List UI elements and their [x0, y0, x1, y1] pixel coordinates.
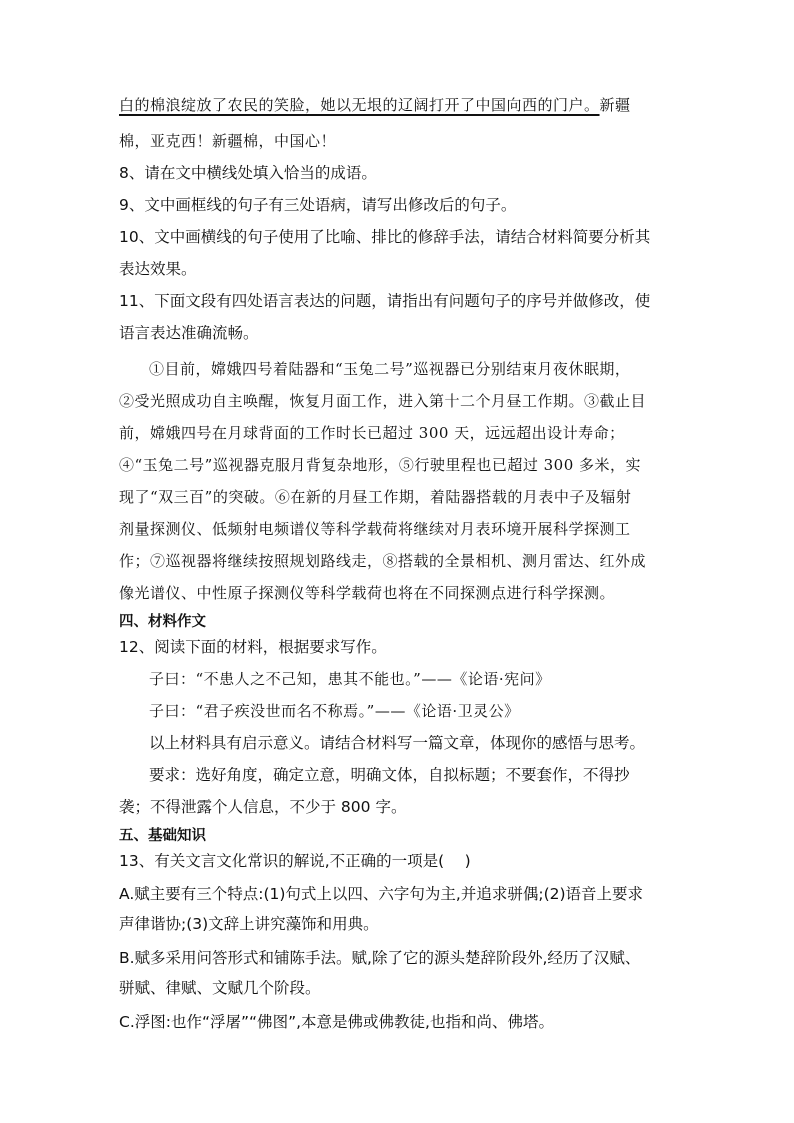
option-b-line-2: 骈赋、律赋、文赋几个阶段。 — [119, 979, 321, 997]
underlined-sentence: 白的棉浪绽放了农民的笑脸，她以无垠的辽阔打开了中国向西的门户。 — [119, 96, 600, 114]
section-4-heading: 四、材料作文 — [119, 614, 206, 630]
option-a-line-2: 声律谐协;(3)文辞上讲究藻饰和用典。 — [119, 915, 379, 933]
question-13: 13、有关文言文化常识的解说,不正确的一项是( ) — [119, 852, 471, 870]
question-11-line-2: 语言表达准确流畅。 — [119, 324, 259, 342]
q11-passage-line-3: 前，嫦娥四号在月球背面的工作时长已超过 300 天，远远超出设计寿命； — [119, 424, 625, 442]
option-a-line-1: A.赋主要有三个特点:(1)句式上以四、六字句为主,并追求骈偶;(2)语音上要求 — [119, 885, 644, 903]
passage-end-line-2: 棉，亚克西！新疆棉，中国心！ — [119, 132, 337, 150]
quote-2: 子曰：“君子疾没世而名不称焉。”——《论语·卫灵公》 — [149, 702, 520, 720]
q11-passage-line-2: ②受光照成功自主唤醒，恢复月面工作，进入第十二个月昼工作期。③截止目 — [119, 392, 647, 410]
q11-passage-line-5: 现了“双三百”的突破。⑥在新的月昼工作期，着陆器搭载的月表中子及辐射 — [119, 488, 632, 506]
q11-passage-line-8: 像光谱仪、中性原子探测仪等科学载荷也将在不同探测点进行科学探测。 — [119, 584, 616, 602]
quote-1: 子曰：“不患人之不己知，患其不能也。”——《论语·宪问》 — [149, 670, 551, 688]
passage-end-line-1 — [119, 91, 679, 119]
instruction-para-3: 袭；不得泄露个人信息，不少于 800 字。 — [119, 798, 407, 816]
question-8: 8、请在文中横线处填入恰当的成语。 — [119, 164, 377, 182]
question-10-line-1: 10、文中画横线的句子使用了比喻、排比的修辞手法，请结合材料简要分析其 — [119, 228, 651, 246]
passage-end-tail: 新疆 — [599, 96, 631, 114]
q11-passage-line-6: 剂量探测仪、低频射电频谱仪等科学载荷将继续对月表环境开展科学探测工 — [119, 520, 631, 538]
document-content — [119, 91, 679, 1037]
q11-passage-line-1: ①目前，嫦娥四号着陆器和“玉兔二号”巡视器已分别结束月夜休眠期， — [149, 360, 631, 378]
question-9: 9、文中画框线的句子有三处语病，请写出修改后的句子。 — [119, 196, 517, 214]
option-c: C.浮图:也作“浮屠”“佛图”,本意是佛或佛教徒,也指和尚、佛塔。 — [119, 1013, 554, 1031]
section-5-heading: 五、基础知识 — [119, 828, 206, 844]
instruction-para-1: 以上材料具有启示意义。请结合材料写一篇文章，体现你的感悟与思考。 — [149, 734, 646, 752]
question-10-line-2: 表达效果。 — [119, 260, 197, 278]
question-12: 12、阅读下面的材料，根据要求写作。 — [119, 638, 387, 656]
question-11-line-1: 11、下面文段有四处语言表达的问题，请指出有问题句子的序号并做修改，使 — [119, 292, 651, 310]
instruction-para-2: 要求：选好角度，确定立意，明确文体，自拟标题；不要套作，不得抄 — [149, 766, 630, 784]
q11-passage-line-7: 作；⑦巡视器将继续按照规划路线走，⑧搭载的全景相机、测月雷达、红外成 — [119, 552, 647, 570]
q11-passage-line-4: ④“玉兔二号”巡视器克服月背复杂地形，⑤行驶里程也已超过 300 多米，实 — [119, 456, 642, 474]
option-b-line-1: B.赋多采用问答形式和铺陈手法。赋,除了它的源头楚辞阶段外,经历了汉赋、 — [119, 949, 641, 967]
